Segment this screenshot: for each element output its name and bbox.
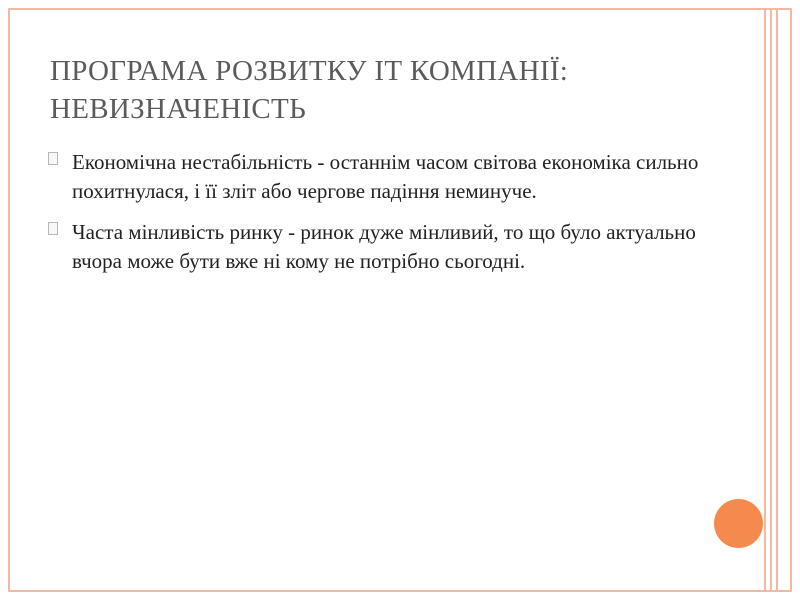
rail-line — [776, 8, 778, 592]
bullet-item — [48, 218, 708, 276]
rail-line — [764, 8, 766, 592]
bullet-text: Економічна нестабільність - останнім часом світова економіка сильно похитнулася, і її зліт або чергове падіння неминуче. — [72, 150, 699, 203]
bullet-list — [48, 148, 708, 288]
right-decorative-rails — [764, 8, 784, 592]
square-bullet-icon — [48, 152, 58, 165]
slide-title — [50, 52, 690, 128]
slide-title-line-2: НЕВИЗНАЧЕНІСТЬ — [50, 93, 307, 125]
bullet-text: Часта мінливість ринку - ринок дуже мінливий, то що було актуально вчора може бути вже ні кому не потрібно сьогодні. — [72, 220, 696, 273]
bullet-item — [48, 148, 708, 206]
slide-title-line-1: ПРОГРАМА РОЗВИТКУ ІТ КОМПАНІЇ: — [50, 55, 569, 87]
rail-line — [770, 8, 772, 592]
square-bullet-icon — [48, 222, 58, 235]
orange-circle-icon — [714, 499, 763, 548]
